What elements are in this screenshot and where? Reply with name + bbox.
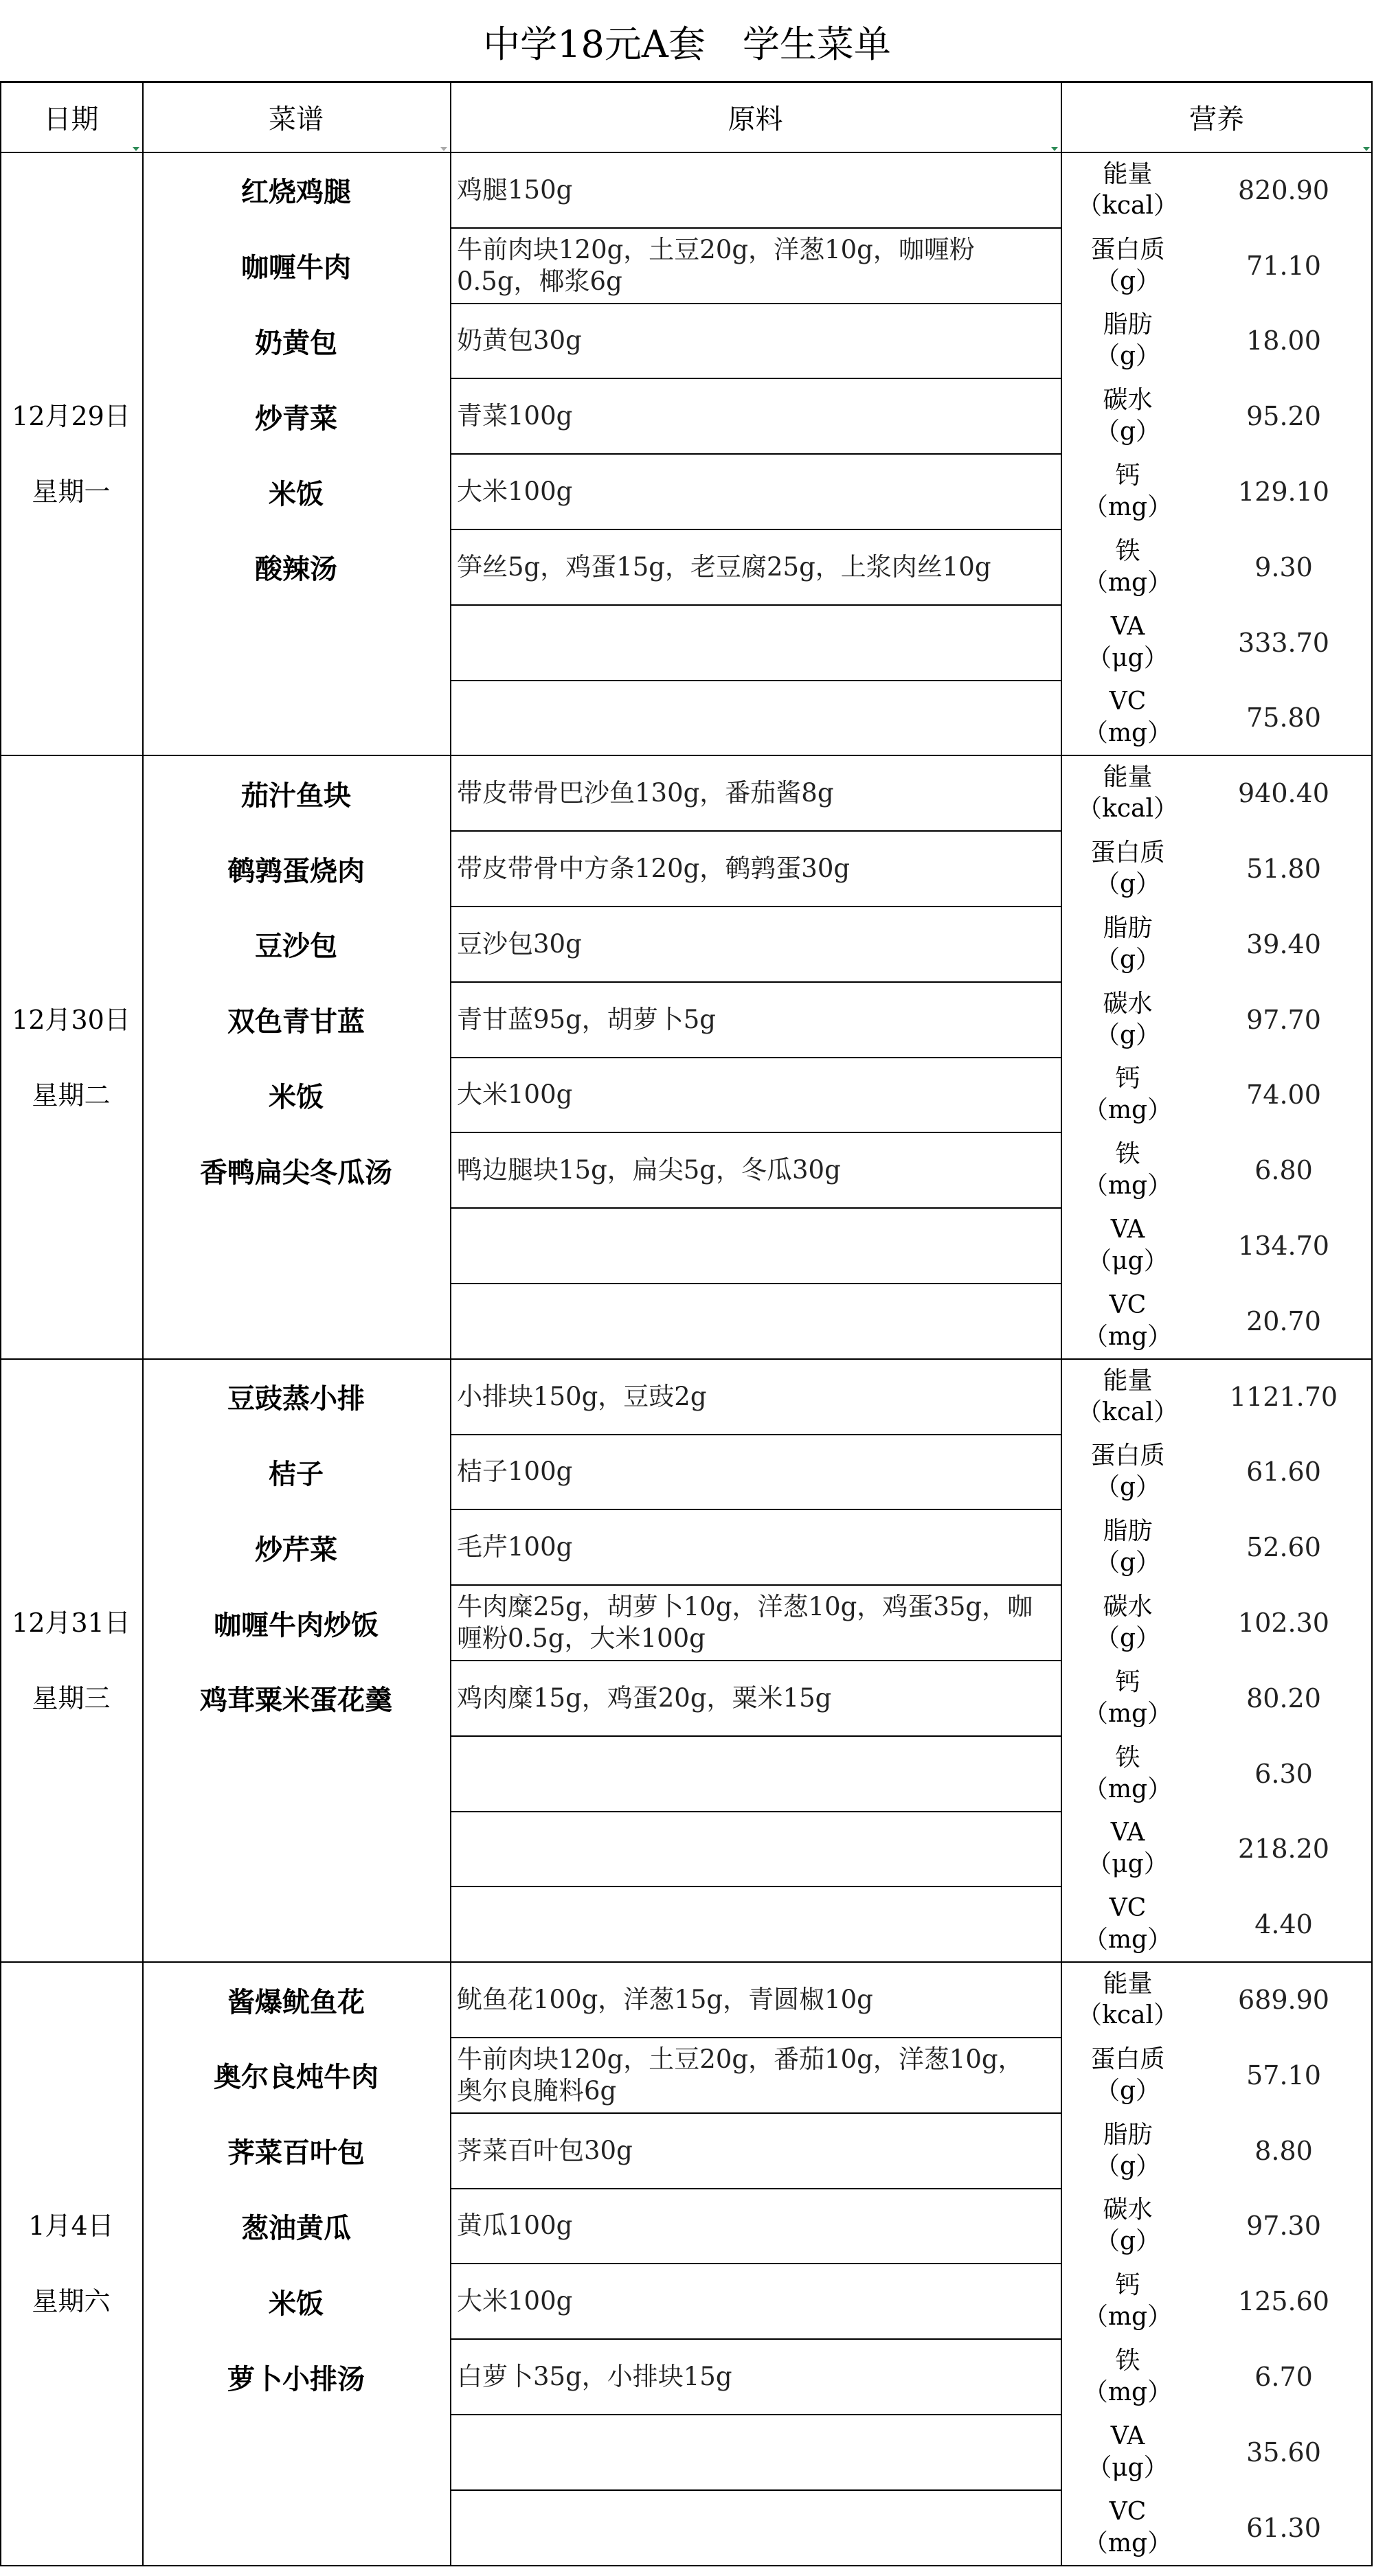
nutrient-name: [1061, 1812, 1195, 1887]
nutrient-value: 61.30: [1246, 2512, 1321, 2543]
row-divider: [450, 1811, 1061, 1812]
row-divider: [450, 1735, 1061, 1737]
nutrient-label: VA: [1110, 612, 1145, 641]
nutrient-unit: （mg）: [1083, 1172, 1173, 1200]
dish-name: 香鸭扁尖冬瓜汤: [200, 1156, 392, 1189]
date-cell: [0, 1962, 142, 2565]
nutrient-unit: （μg）: [1087, 1850, 1169, 1879]
row-divider: [450, 906, 1061, 907]
nutrient-value: 51.80: [1246, 854, 1321, 885]
nutrient-label: 蛋白质: [1090, 2044, 1165, 2073]
nutrient-name: [1061, 304, 1195, 379]
header-dish: [142, 81, 450, 152]
ingredient-list: [450, 1736, 1061, 1812]
ingredient-list: 大米100g: [457, 1080, 573, 1110]
nutrient-value: 95.20: [1246, 401, 1321, 432]
nutrient-name: [1061, 831, 1195, 907]
nutrient-name: [1061, 1058, 1195, 1133]
nutrient-label: 蛋白质: [1090, 235, 1165, 264]
row-divider: [450, 2263, 1061, 2264]
nutrient-label: 铁: [1115, 1140, 1140, 1169]
nutrient-label: VA: [1110, 1216, 1145, 1244]
ingredient-list: 奶黄包30g: [457, 326, 582, 356]
column-divider: [0, 81, 1, 2566]
nutrient-name: [1061, 1887, 1195, 1962]
nutrient-unit: （g）: [1094, 2227, 1161, 2256]
ingredient-list: 大米100g: [457, 477, 573, 507]
dish-name: [142, 2415, 450, 2490]
nutrient-label: 脂肪: [1103, 310, 1153, 339]
nutrient-label: VC: [1109, 1894, 1147, 1923]
row-divider: [450, 1660, 1061, 1661]
dish-name: 酸辣汤: [255, 553, 337, 586]
nutrient-label: 碳水: [1103, 2196, 1153, 2224]
nutrient-label: 铁: [1115, 536, 1140, 565]
nutrient-label: 钙: [1115, 461, 1140, 490]
dish-name: 豆沙包: [255, 930, 337, 963]
ingredient-list: 青甘蓝95g，胡萝卜5g: [457, 1004, 716, 1034]
dish-name: [142, 1812, 450, 1887]
dish-name: 米饭: [269, 477, 324, 510]
nutrient-value: 125.60: [1238, 2286, 1329, 2317]
nutrient-value: 74.00: [1246, 1080, 1321, 1110]
column-divider: [1061, 81, 1062, 2566]
ingredient-list: 白萝卜35g，小排块15g: [457, 2362, 732, 2392]
weekday-label: 星期一: [32, 477, 111, 508]
row-divider: [450, 1057, 1061, 1058]
nutrient-unit: （g）: [1094, 2152, 1161, 2180]
filter-dropdown-icon[interactable]: [133, 147, 139, 151]
nutrient-name: [1061, 1585, 1195, 1661]
dish-name: 红烧鸡腿: [241, 176, 351, 209]
dish-name: 酱爆鱿鱼花: [227, 1985, 365, 2018]
nutrient-value: 820.90: [1238, 174, 1329, 205]
nutrient-name: [1061, 1284, 1195, 1359]
dish-name: [142, 1736, 450, 1812]
nutrient-label: 碳水: [1103, 386, 1153, 415]
dish-name: 米饭: [269, 1080, 324, 1113]
date-cell: [0, 755, 142, 1358]
nutrient-unit: （mg）: [1083, 568, 1173, 597]
filter-dropdown-icon[interactable]: [1051, 147, 1058, 151]
nutrient-name: [1061, 681, 1195, 756]
nutrient-value: 689.90: [1238, 1985, 1329, 2016]
column-divider: [1371, 81, 1373, 2566]
nutrient-label: 脂肪: [1103, 913, 1153, 942]
nutrient-name: [1061, 1132, 1195, 1208]
nutrient-unit: （μg）: [1087, 643, 1169, 672]
nutrient-unit: （mg）: [1083, 719, 1173, 748]
nutrient-name: [1061, 2038, 1195, 2113]
row-divider: [450, 1207, 1061, 1209]
ingredient-list: [450, 2415, 1061, 2490]
nutrient-value: 61.60: [1246, 1457, 1321, 1488]
nutrient-unit: （mg）: [1083, 1096, 1173, 1125]
row-divider: [450, 981, 1061, 983]
ingredient-list: [450, 2490, 1061, 2566]
nutrient-label: 脂肪: [1103, 1517, 1153, 1546]
date-label: 12月30日: [12, 1004, 131, 1035]
ingredient-list: [450, 681, 1061, 756]
nutrient-unit: （g）: [1094, 1624, 1161, 1653]
date-cell: [0, 152, 142, 755]
row-divider: [450, 2338, 1061, 2340]
nutrient-label: 能量: [1103, 1970, 1153, 1998]
column-divider: [142, 81, 144, 2566]
nutrient-name: [1061, 2189, 1195, 2264]
header-nutrition: [1061, 81, 1373, 152]
ingredient-list: 带皮带骨中方条120g，鹌鹑蛋30g: [457, 854, 851, 884]
date-cell: [0, 1359, 142, 1962]
dish-name: 桔子: [269, 1457, 324, 1490]
row-divider: [450, 1509, 1061, 1510]
nutrient-name: [1061, 529, 1195, 605]
ingredient-list: 桔子100g: [457, 1457, 573, 1487]
nutrient-name: [1061, 1661, 1195, 1736]
ingredient-list: [450, 605, 1061, 681]
nutrient-name: [1061, 1208, 1195, 1284]
nutrient-name: [1061, 907, 1195, 982]
nutrient-unit: （mg）: [1083, 493, 1173, 522]
ingredient-list: 牛前肉块120g，土豆20g，洋葱10g，咖喱粉0.5g，椰浆6g: [457, 234, 975, 296]
nutrient-value: 102.30: [1238, 1608, 1329, 1639]
nutrient-name: [1061, 2415, 1195, 2490]
dish-name: 鹌鹑蛋烧肉: [227, 854, 365, 887]
page-title: 中学18元A套 学生菜单: [483, 23, 891, 66]
nutrient-name: [1061, 228, 1195, 304]
ingredient-list: 荠菜百叶包30g: [457, 2135, 633, 2165]
dish-name: 荠菜百叶包: [227, 2136, 365, 2169]
nutrient-unit: （mg）: [1083, 1775, 1173, 1803]
ingredient-list: 青菜100g: [457, 401, 573, 431]
ingredient-list: 鸡腿150g: [457, 174, 573, 205]
ingredient-list: 鸭边腿块15g，扁尖5g，冬瓜30g: [457, 1155, 841, 1185]
nutrient-unit: （g）: [1094, 418, 1161, 446]
date-label: 12月29日: [12, 401, 131, 432]
nutrient-value: 6.70: [1254, 2362, 1313, 2393]
nutrient-unit: （mg）: [1083, 2529, 1173, 2557]
header-dish-label: 菜谱: [269, 103, 324, 135]
nutrient-unit: （g）: [1094, 266, 1161, 295]
nutrient-unit: （kcal）: [1077, 1398, 1178, 1426]
nutrient-unit: （mg）: [1083, 1926, 1173, 1954]
nutrient-value: 75.80: [1246, 703, 1321, 733]
dish-name: [142, 605, 450, 681]
ingredient-list: 黄瓜100g: [457, 2211, 573, 2241]
header-ingredients: [450, 81, 1061, 152]
nutrient-value: 8.80: [1254, 2135, 1313, 2166]
nutrient-name: [1061, 2490, 1195, 2566]
nutrient-value: 35.60: [1246, 2437, 1321, 2467]
nutrient-name: [1061, 605, 1195, 681]
dish-name: 双色青甘蓝: [227, 1005, 365, 1038]
nutrient-label: 能量: [1103, 159, 1153, 188]
nutrient-unit: （g）: [1094, 2076, 1161, 2105]
dish-name: 茄汁鱼块: [241, 779, 351, 812]
nutrient-value: 333.70: [1238, 627, 1329, 658]
nutrient-value: 1121.70: [1229, 1381, 1338, 1412]
dish-name: 炒芹菜: [255, 1533, 337, 1566]
dish-name: 奥尔良炖牛肉: [214, 2061, 379, 2094]
nutrient-label: 钙: [1115, 1667, 1140, 1696]
nutrient-name: [1061, 2339, 1195, 2415]
dish-name: 豆豉蒸小排: [227, 1382, 365, 1415]
filter-dropdown-icon[interactable]: [440, 147, 447, 151]
nutrient-unit: （kcal）: [1077, 2001, 1178, 2030]
row-divider: [450, 830, 1061, 832]
nutrient-name: [1061, 1509, 1195, 1585]
header-ingredients-label: 原料: [728, 103, 783, 135]
nutrient-unit: （μg）: [1087, 2453, 1169, 2482]
nutrient-label: VC: [1109, 687, 1147, 716]
row-divider: [450, 453, 1061, 455]
nutrient-value: 71.10: [1246, 250, 1321, 281]
nutrient-label: 能量: [1103, 1366, 1153, 1395]
row-divider: [450, 1283, 1061, 1284]
menu-table: [0, 81, 1374, 2575]
header-date-label: 日期: [43, 103, 99, 135]
nutrient-unit: （kcal）: [1077, 191, 1178, 220]
dish-name: [142, 1208, 450, 1284]
dish-name: 葱油黄瓜: [241, 2211, 351, 2244]
nutrient-label: VA: [1110, 2421, 1145, 2450]
row-divider: [450, 680, 1061, 681]
dish-name: 萝卜小排汤: [227, 2362, 365, 2395]
dish-name: 炒青菜: [255, 402, 337, 435]
nutrient-value: 129.10: [1238, 477, 1329, 508]
ingredient-list: [450, 1812, 1061, 1887]
ingredient-list: 牛前肉块120g，土豆20g，番茄10g，洋葱10g，奥尔良腌料6g: [457, 2044, 1024, 2106]
ingredient-list: 笋丝5g，鸡蛋15g，老豆腐25g，上浆肉丝10g: [457, 551, 991, 582]
dish-name: [142, 1887, 450, 1962]
row-divider: [450, 378, 1061, 379]
dish-name: 奶黄包: [255, 326, 337, 359]
nutrient-unit: （g）: [1094, 870, 1161, 899]
ingredient-list: 鸡肉糜15g，鸡蛋20g，粟米15g: [457, 1683, 832, 1713]
nutrient-unit: （kcal）: [1077, 795, 1178, 823]
nutrient-label: 蛋白质: [1090, 1441, 1165, 1470]
nutrient-label: 蛋白质: [1090, 839, 1165, 867]
ingredient-list: 鱿鱼花100g，洋葱15g，青圆椒10g: [457, 1985, 873, 2015]
ingredient-list: [450, 1887, 1061, 1962]
nutrient-unit: （mg）: [1083, 1322, 1173, 1351]
nutrient-name: [1061, 378, 1195, 454]
nutrient-label: 钙: [1115, 2271, 1140, 2300]
row-divider: [450, 2188, 1061, 2189]
ingredient-list: 小排块150g，豆豉2g: [457, 1381, 707, 1411]
nutrient-value: 9.30: [1254, 551, 1313, 582]
nutrient-label: VA: [1110, 1819, 1145, 1847]
row-divider: [450, 303, 1061, 304]
row-divider: [450, 1584, 1061, 1586]
nutrient-unit: （mg）: [1083, 1699, 1173, 1728]
table-top-border: [0, 81, 1373, 83]
dish-name: 咖喱牛肉炒饭: [214, 1608, 379, 1641]
header-divider: [0, 152, 1373, 153]
row-divider: [450, 529, 1061, 530]
nutrient-name: [1061, 982, 1195, 1058]
nutrient-value: 6.80: [1254, 1155, 1313, 1186]
day-divider: [0, 2565, 1373, 2566]
nutrient-unit: （mg）: [1083, 2378, 1173, 2407]
nutrient-name: [1061, 1736, 1195, 1812]
nutrient-value: 18.00: [1246, 326, 1321, 356]
nutrient-value: 20.70: [1246, 1306, 1321, 1336]
nutrient-label: 铁: [1115, 2347, 1140, 2375]
nutrient-label: 能量: [1103, 763, 1153, 792]
nutrient-label: VC: [1109, 1290, 1147, 1319]
filter-dropdown-icon[interactable]: [1363, 147, 1370, 151]
ingredient-list: [450, 1208, 1061, 1284]
date-label: 1月4日: [28, 2211, 114, 2242]
row-divider: [450, 604, 1061, 606]
nutrient-label: 碳水: [1103, 989, 1153, 1018]
nutrient-value: 39.40: [1246, 928, 1321, 959]
nutrient-value: 97.70: [1246, 1004, 1321, 1035]
nutrient-name: [1061, 454, 1195, 529]
nutrient-unit: （g）: [1094, 1473, 1161, 1502]
row-divider: [450, 227, 1061, 229]
date-label: 12月31日: [12, 1607, 131, 1638]
dish-name: 米饭: [269, 2287, 324, 2320]
row-divider: [450, 2112, 1061, 2114]
nutrient-value: 52.60: [1246, 1532, 1321, 1563]
nutrient-label: 钙: [1115, 1064, 1140, 1093]
nutrient-value: 940.40: [1238, 778, 1329, 809]
nutrient-unit: （mg）: [1083, 2303, 1173, 2332]
dish-name: [142, 2490, 450, 2566]
nutrient-unit: （g）: [1094, 1549, 1161, 1577]
header-nutrition-label: 营养: [1189, 103, 1244, 135]
ingredient-list: 大米100g: [457, 2286, 573, 2316]
nutrient-unit: （g）: [1094, 1021, 1161, 1049]
nutrient-value: 134.70: [1238, 1231, 1329, 1262]
ingredient-list: 带皮带骨巴沙鱼130g，番茄酱8g: [457, 778, 834, 808]
weekday-label: 星期六: [32, 2286, 111, 2317]
dish-name: 咖喱牛肉: [241, 251, 351, 284]
nutrient-name: [1061, 2113, 1195, 2189]
ingredient-list: [450, 1284, 1061, 1359]
nutrient-name: [1061, 1435, 1195, 1510]
ingredient-list: 牛肉糜25g，胡萝卜10g，洋葱10g，鸡蛋35g，咖喱粉0.5g，大米100g: [457, 1592, 1033, 1654]
dish-name: [142, 1284, 450, 1359]
nutrient-unit: （g）: [1094, 342, 1161, 371]
nutrient-unit: （μg）: [1087, 1247, 1169, 1276]
nutrient-value: 57.10: [1246, 2060, 1321, 2090]
nutrient-value: 218.20: [1238, 1834, 1329, 1865]
nutrient-unit: （g）: [1094, 945, 1161, 974]
row-divider: [450, 1132, 1061, 1133]
nutrient-name: [1061, 1359, 1195, 1435]
nutrient-name: [1061, 2264, 1195, 2339]
nutrient-label: VC: [1109, 2497, 1147, 2526]
column-divider: [450, 81, 451, 2566]
nutrient-value: 80.20: [1246, 1683, 1321, 1713]
row-divider: [450, 1886, 1061, 1887]
row-divider: [450, 2489, 1061, 2491]
nutrient-label: 铁: [1115, 1743, 1140, 1772]
dish-name: 鸡茸粟米蛋花羹: [200, 1684, 392, 1717]
ingredient-list: 毛芹100g: [457, 1532, 573, 1562]
weekday-label: 星期二: [32, 1080, 111, 1110]
nutrient-name: [1061, 1962, 1195, 2038]
ingredient-list: 豆沙包30g: [457, 928, 582, 959]
row-divider: [450, 2037, 1061, 2038]
dish-name: [142, 681, 450, 756]
nutrient-name: [1061, 755, 1195, 831]
nutrient-value: 97.30: [1246, 2211, 1321, 2242]
nutrient-value: 6.30: [1254, 1758, 1313, 1789]
header-date: [0, 81, 142, 152]
nutrient-name: [1061, 152, 1195, 228]
weekday-label: 星期三: [32, 1683, 111, 1713]
nutrient-label: 脂肪: [1103, 2120, 1153, 2149]
row-divider: [450, 1434, 1061, 1435]
row-divider: [450, 2414, 1061, 2415]
nutrient-label: 碳水: [1103, 1593, 1153, 1621]
nutrient-value: 4.40: [1254, 1909, 1313, 1940]
